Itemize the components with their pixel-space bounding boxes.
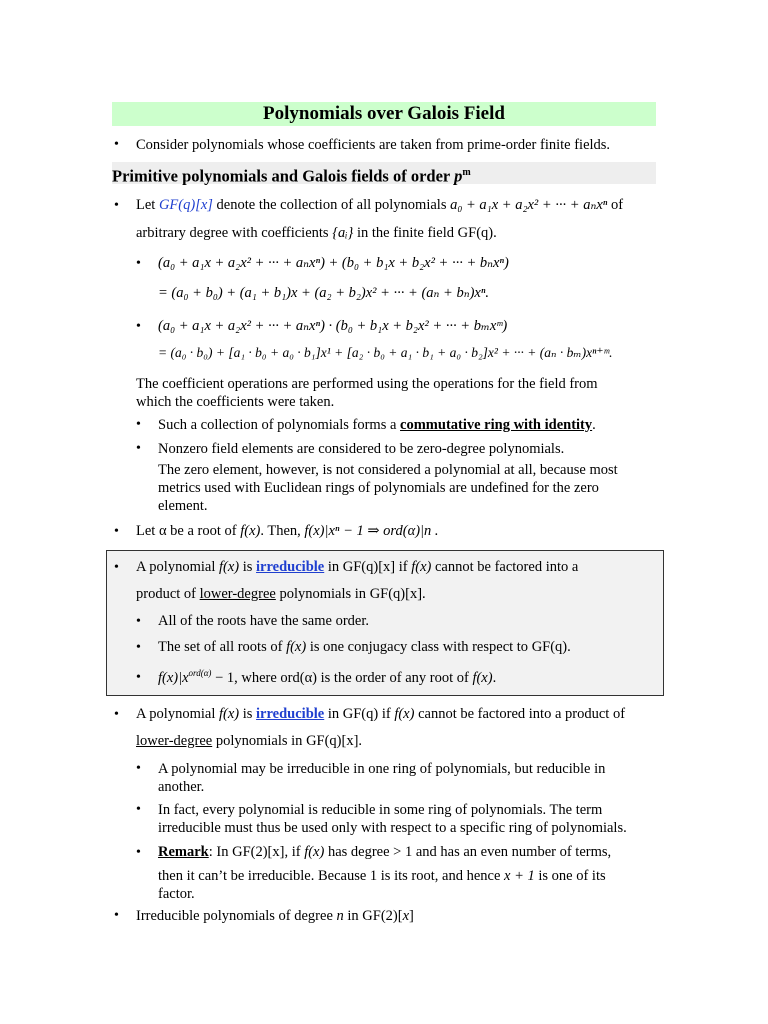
remark-line3: factor. (158, 886, 195, 902)
text: in (327, 706, 340, 722)
n-symbol: n (336, 908, 344, 924)
text: is the order of any root of (320, 669, 469, 686)
may-be-irreducible-line1: A polynomial may be irreducible in one ring of polynomials, but reducible in (158, 761, 606, 777)
zero-element-line3: element. (158, 498, 208, 514)
conjugacy-statement (158, 638, 571, 656)
text: is (242, 559, 253, 575)
fx-symbol: f(x) (411, 559, 432, 575)
root-order-statement (136, 522, 439, 540)
text: is one of its (538, 868, 606, 884)
text: , if (284, 844, 301, 860)
bullet-dot: • (136, 319, 141, 334)
lower-degree-link[interactable]: lower-degree (199, 586, 276, 602)
coefficients-set: {aᵢ} (332, 225, 354, 241)
finite-field-text: in the finite field (356, 225, 455, 241)
gf-definition-line2 (136, 224, 497, 242)
zero-element-line2: metrics used with Euclidean rings of polynomials are undefined for the zero (158, 480, 599, 496)
irreducible-line2 (136, 732, 362, 750)
text: ] (409, 908, 414, 924)
arbitrary-text: arbitrary degree with coefficients (136, 225, 329, 241)
coefficient-ops-line1: The coefficient operations are performed using the operations for the field from (136, 376, 598, 392)
ring-link[interactable]: commutative ring with identity (400, 417, 593, 433)
divisibility-statement (158, 668, 496, 687)
text: A polynomial (136, 706, 216, 722)
page-title: Polynomials over Galois Field (112, 102, 656, 126)
box-irreducible-line2 (136, 585, 426, 603)
in-fact-line2: irreducible must thus be used only with respect to a specific ring of polynomials. (158, 820, 627, 836)
of-text: of (610, 197, 624, 213)
period: . (492, 669, 497, 686)
gf-definition-line1 (136, 196, 623, 214)
ring-text: Such a collection of polynomials forms a (158, 417, 397, 433)
text: has degree > 1 and has an even number of terms, (327, 844, 612, 860)
section-heading-p: p (454, 166, 463, 186)
x-plus-one: x + 1 (504, 868, 535, 884)
text: : In (208, 844, 229, 860)
fx-symbol: f(x) (218, 559, 240, 575)
box-irreducible-line1 (136, 558, 578, 576)
bullet-dot: • (136, 670, 141, 685)
period: . (493, 225, 497, 241)
text: is (242, 706, 253, 722)
text: polynomials in (215, 733, 303, 749)
gf-qx-symbol: GF(q)[x] (158, 197, 213, 213)
zero-element-line1: The zero element, however, is not considered a polynomial at all, because most (158, 462, 618, 478)
text: Irreducible polynomials of degree (136, 908, 333, 924)
irreducible-link[interactable]: irreducible (256, 706, 325, 722)
remark-line1 (158, 843, 611, 861)
gf-qx-symbol: GF(q)[x] (342, 559, 396, 575)
bullet-dot: • (114, 198, 119, 213)
bullet-dot: • (136, 761, 141, 776)
fx-symbol: f(x) (472, 669, 493, 686)
sum-formula-line1: (a₀ + a₁x + a₂x² + ··· + aₙxⁿ) + (b₀ + b₁x + b₂x² + ··· + bₙxⁿ) (158, 255, 509, 271)
text: The set of all roots of (158, 639, 283, 655)
sum-formula-line2: = (a₀ + b₀) + (a₁ + b₁)x + (a₂ + b₂)x² + ··· + (aₙ + bₙ)xⁿ. (158, 285, 490, 301)
gf-2x-symbol: GF(2)[x] (232, 844, 285, 860)
bullet-dot: • (114, 707, 119, 722)
text: is one conjugacy class with respect to (309, 639, 529, 655)
gf-qx-symbol: GF(q)[x] (306, 733, 359, 749)
fx-symbol: f(x) (286, 639, 307, 655)
bullet-dot: • (136, 417, 141, 432)
gf-qx-symbol: GF(q)[x] (369, 586, 423, 602)
period: . (358, 733, 363, 749)
text: polynomials in (279, 586, 367, 602)
root-order-formula: f(x)|xⁿ − 1 ⇒ ord(α)|n . (304, 523, 439, 539)
same-order-statement: All of the roots have the same order. (158, 613, 369, 629)
general-polynomial: a₀ + a₁x + a₂x² + ··· + aₙxⁿ (450, 197, 608, 213)
fx-symbol: f(x) (394, 706, 415, 722)
fx-symbol: f(x) (240, 523, 261, 539)
bullet-dot: • (136, 441, 141, 456)
exponent-ord: ord(α) (188, 668, 212, 678)
section-heading-text: Primitive polynomials and Galois fields of order (112, 166, 450, 186)
x-symbol: x (402, 908, 410, 924)
nonzero-statement: Nonzero field elements are considered to be zero-degree polynomials. (158, 441, 565, 457)
period: . (422, 586, 426, 602)
section-heading-exponent: m (462, 167, 471, 178)
text: if (398, 559, 408, 575)
irreducible-line1 (136, 705, 625, 723)
text: , where (234, 669, 277, 686)
fx-symbol: f(x) (218, 706, 240, 722)
remark-line2 (158, 867, 606, 885)
denote-text: denote the collection of all polynomials (216, 197, 447, 213)
product-formula-line1: (a₀ + a₁x + a₂x² + ··· + aₙxⁿ) · (b₀ + b₁x + b₂x² + ··· + bₘxᵐ) (158, 318, 508, 334)
bullet-dot: • (114, 908, 119, 923)
text: in GF(2)[ (347, 908, 403, 924)
last-bullet (136, 907, 414, 925)
root-then: . Then, (260, 523, 301, 539)
bullet-dot: • (136, 614, 141, 629)
text: cannot be factored into a product of (418, 706, 626, 722)
coefficient-ops-line2: which the coefficients were taken. (136, 394, 335, 410)
bullet-dot: • (114, 560, 119, 575)
text: in (327, 559, 340, 575)
ring-statement (158, 416, 596, 434)
text: if (381, 706, 391, 722)
bullet-dot: • (136, 256, 141, 271)
lower-degree-link[interactable]: lower-degree (136, 733, 213, 749)
bullet-dot: • (136, 802, 141, 817)
gf-q-symbol: GF(q) (457, 225, 494, 241)
period: . (567, 639, 571, 655)
remark-label: Remark (158, 844, 209, 860)
root-text: Let α be a root of (136, 523, 237, 539)
may-be-irreducible-line2: another. (158, 779, 205, 795)
gf-q-symbol: GF(q) (342, 706, 379, 722)
divisibility-formula: f(x)|x (158, 669, 189, 686)
product-formula-line2: = (a₀ · b₀) + [a₁ · b₀ + a₀ · b₁]x¹ + [a₂ · b₀ + a₁ · b₁ + a₀ · b₂]x² + ··· + (aₙ · bₘ)xⁿ⁺ᵐ. (158, 345, 613, 360)
gf-q-symbol: GF(q) (531, 639, 568, 655)
text: A polynomial (136, 559, 216, 575)
bullet-dot: • (114, 524, 119, 539)
ord-alpha: ord(α) (280, 669, 318, 686)
section-heading (112, 162, 656, 184)
bullet-dot: • (136, 640, 141, 655)
text: product of (136, 586, 196, 602)
text: then it can’t be irreducible. Because 1 is its root, and hence (158, 868, 501, 884)
minus-one: − 1 (215, 669, 235, 686)
let-text: Let (136, 197, 156, 213)
fx-symbol: f(x) (304, 844, 325, 860)
period: . (592, 417, 596, 433)
intro-text: Consider polynomials whose coefficients are taken from prime-order finite fields. (136, 137, 611, 153)
bullet-dot: • (136, 845, 141, 860)
text: cannot be factored into a (434, 559, 579, 575)
irreducible-link[interactable]: irreducible (256, 559, 325, 575)
bullet-dot: • (114, 137, 119, 152)
in-fact-line1: In fact, every polynomial is reducible in some ring of polynomials. The term (158, 802, 603, 818)
